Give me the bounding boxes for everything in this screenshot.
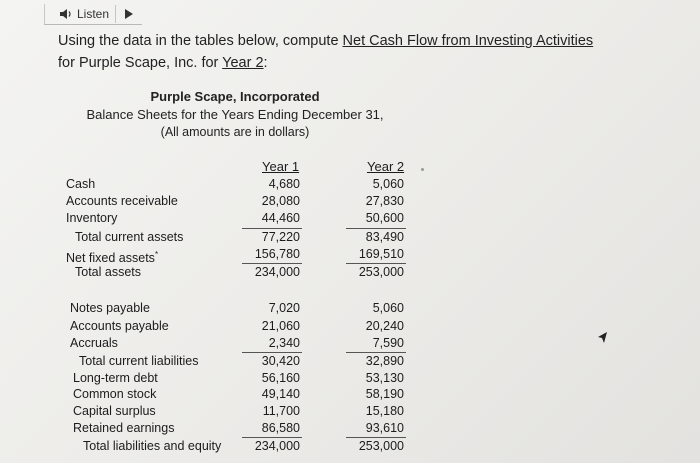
company-name: Purple Scape, Incorporated — [150, 89, 320, 104]
year2-value: 50,600 — [365, 211, 404, 225]
row-label: Total current assets — [75, 230, 184, 244]
listen-button[interactable] — [45, 5, 116, 23]
table-row — [0, 370, 700, 387]
year2-value: 53,130 — [365, 371, 404, 385]
year2-value: 27,830 — [365, 194, 404, 208]
row-label: Capital surplus — [73, 404, 156, 418]
question-target: Net Cash Flow from Investing Activities — [342, 33, 594, 49]
year2-value: 253,000 — [358, 439, 404, 453]
row-label: Notes payable — [70, 301, 150, 315]
year1-value: 49,140 — [261, 387, 300, 401]
listen-label: Listen — [77, 7, 110, 21]
statement-title: Balance Sheets for the Years Ending December 31, — [86, 107, 384, 122]
year1-value: 77,220 — [261, 230, 300, 244]
year1-value: 86,580 — [261, 421, 300, 435]
question-line2-prefix: for Purple Scape, Inc. for — [58, 55, 223, 71]
question-prefix: Using the data in the tables below, compute — [58, 33, 343, 49]
cursor-dot — [421, 168, 424, 171]
row-label: Common stock — [73, 387, 157, 401]
table-row — [0, 403, 700, 420]
row-label: Retained earnings — [73, 421, 175, 435]
year2-value: 93,610 — [365, 421, 404, 435]
row-label: Net fixed assets — [66, 251, 155, 266]
year1-value: 4,680 — [268, 177, 300, 191]
speaker-icon — [59, 8, 73, 20]
column-header-year2: Year 2 — [367, 159, 405, 174]
year1-value: 56,160 — [261, 371, 300, 385]
row-label: Total assets — [75, 265, 142, 279]
year2-value: 169,510 — [358, 247, 404, 261]
year2-value: 5,060 — [372, 177, 404, 191]
footnote-mark: * — [154, 250, 159, 259]
year2-value: 7,590 — [372, 336, 404, 350]
table-row — [0, 229, 700, 246]
year1-value: 30,420 — [261, 354, 300, 368]
row-label: Accruals — [70, 336, 118, 350]
year1-value: 156,780 — [254, 247, 300, 261]
year1-value: 11,700 — [262, 404, 300, 418]
year1-value: 28,080 — [261, 194, 300, 208]
year1-value: 2,340 — [268, 336, 300, 350]
row-label: Accounts payable — [70, 319, 169, 333]
row-label: Cash — [66, 177, 96, 191]
year1-value: 234,000 — [254, 439, 300, 453]
statement-units: (All amounts are in dollars) — [160, 125, 310, 139]
row-label: Long-term debt — [73, 371, 158, 385]
table-row — [0, 318, 700, 335]
year1-value: 44,460 — [261, 211, 300, 225]
year2-value: 15,180 — [365, 404, 404, 418]
row-label: Accounts receivable — [66, 194, 178, 208]
table-row — [0, 300, 700, 317]
year2-value: 83,490 — [365, 230, 404, 244]
question-suffix: : — [263, 55, 268, 71]
table-row — [0, 193, 700, 210]
year1-value: 234,000 — [254, 265, 300, 279]
table-row — [0, 438, 700, 455]
table-row — [0, 210, 700, 227]
row-label: Inventory — [66, 211, 118, 225]
table-row — [0, 420, 700, 437]
table-row — [0, 353, 700, 370]
table-row — [0, 386, 700, 403]
year1-value: 7,020 — [268, 301, 300, 315]
year2-value: 5,060 — [372, 301, 404, 315]
play-icon — [125, 9, 133, 19]
year2-value: 20,240 — [365, 319, 404, 333]
row-label: Total liabilities and equity — [83, 439, 222, 453]
year2-value: 58,190 — [365, 387, 404, 401]
row-label: Total current liabilities — [79, 354, 199, 368]
question-year: Year 2 — [222, 55, 264, 71]
year2-value: 253,000 — [358, 265, 404, 279]
table-row — [0, 264, 700, 281]
question-text — [58, 30, 658, 74]
year1-value: 21,060 — [261, 319, 300, 333]
mouse-cursor-icon — [598, 332, 608, 344]
listen-toolbar — [44, 4, 142, 25]
table-row — [0, 246, 700, 266]
table-row — [0, 176, 700, 193]
year2-value: 32,890 — [365, 354, 404, 368]
play-button[interactable] — [116, 5, 142, 23]
column-header-year1: Year 1 — [262, 159, 300, 174]
table-row — [0, 335, 700, 352]
